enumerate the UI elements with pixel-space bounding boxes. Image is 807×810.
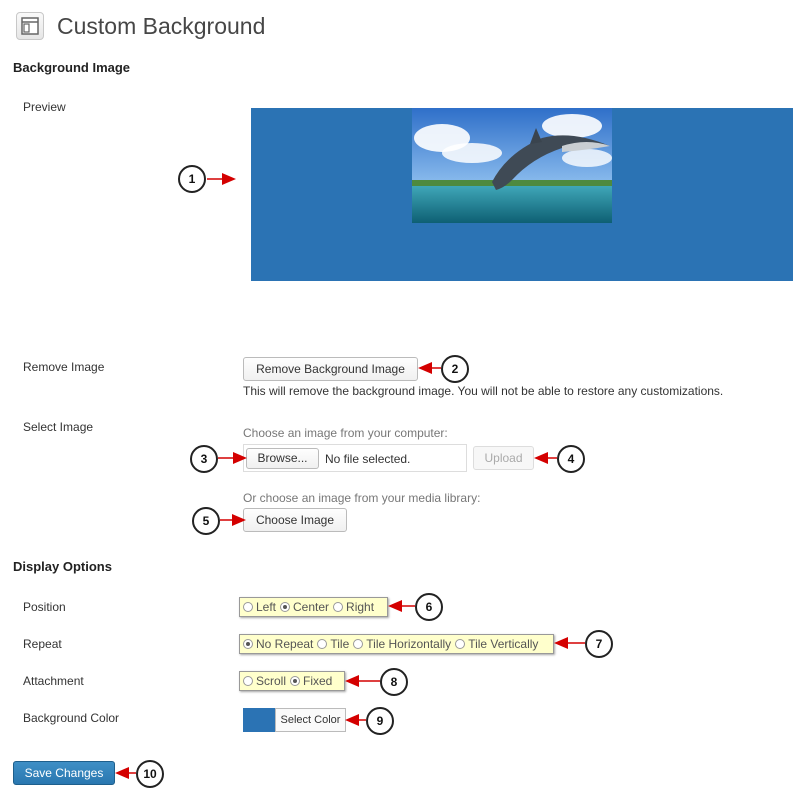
callout-5: 5 bbox=[192, 507, 220, 535]
file-status-text: No file selected. bbox=[325, 452, 411, 466]
repeat-option-tile-horizontally[interactable]: Tile Horizontally bbox=[353, 637, 451, 651]
position-label: Position bbox=[23, 600, 66, 614]
remove-image-description: This will remove the background image. You will not be able to restore any customizations. bbox=[243, 384, 724, 398]
callout-3: 3 bbox=[190, 445, 218, 473]
callout-4: 4 bbox=[557, 445, 585, 473]
select-image-label: Select Image bbox=[23, 420, 94, 434]
computer-upload-hint: Choose an image from your computer: bbox=[243, 426, 448, 440]
callout-9: 9 bbox=[366, 707, 394, 735]
choose-image-button[interactable]: Choose Image bbox=[243, 508, 347, 532]
background-color-label: Background Color bbox=[23, 711, 120, 725]
repeat-label: Repeat bbox=[23, 637, 62, 651]
callout-10: 10 bbox=[136, 760, 164, 788]
background-image-section-title: Background Image bbox=[13, 60, 131, 75]
preview-label: Preview bbox=[23, 100, 66, 114]
repeat-option-tile-vertically[interactable]: Tile Vertically bbox=[455, 637, 538, 651]
remove-background-image-button[interactable]: Remove Background Image bbox=[243, 357, 418, 381]
browse-button[interactable]: Browse... bbox=[246, 448, 319, 469]
save-changes-button[interactable]: Save Changes bbox=[13, 761, 115, 785]
media-library-hint: Or choose an image from your media library: bbox=[243, 491, 481, 505]
repeat-option-tile[interactable]: Tile bbox=[317, 637, 349, 651]
upload-button[interactable]: Upload bbox=[473, 446, 534, 470]
remove-image-label: Remove Image bbox=[23, 360, 105, 374]
callout-6: 6 bbox=[415, 593, 443, 621]
position-option-left[interactable]: Left bbox=[243, 600, 276, 614]
callout-8: 8 bbox=[380, 668, 408, 696]
callout-2: 2 bbox=[441, 355, 469, 383]
position-option-right[interactable]: Right bbox=[333, 600, 374, 614]
page-title: Custom Background bbox=[57, 13, 266, 39]
callout-1: 1 bbox=[178, 165, 206, 193]
attachment-option-scroll[interactable]: Scroll bbox=[243, 674, 286, 688]
display-options-section-title: Display Options bbox=[13, 559, 112, 574]
repeat-option-no-repeat[interactable]: No Repeat bbox=[243, 637, 313, 651]
select-color-button[interactable]: Select Color bbox=[275, 708, 346, 732]
position-option-center[interactable]: Center bbox=[280, 600, 329, 614]
attachment-option-fixed[interactable]: Fixed bbox=[290, 674, 332, 688]
callout-7: 7 bbox=[585, 630, 613, 658]
attachment-label: Attachment bbox=[23, 674, 84, 688]
